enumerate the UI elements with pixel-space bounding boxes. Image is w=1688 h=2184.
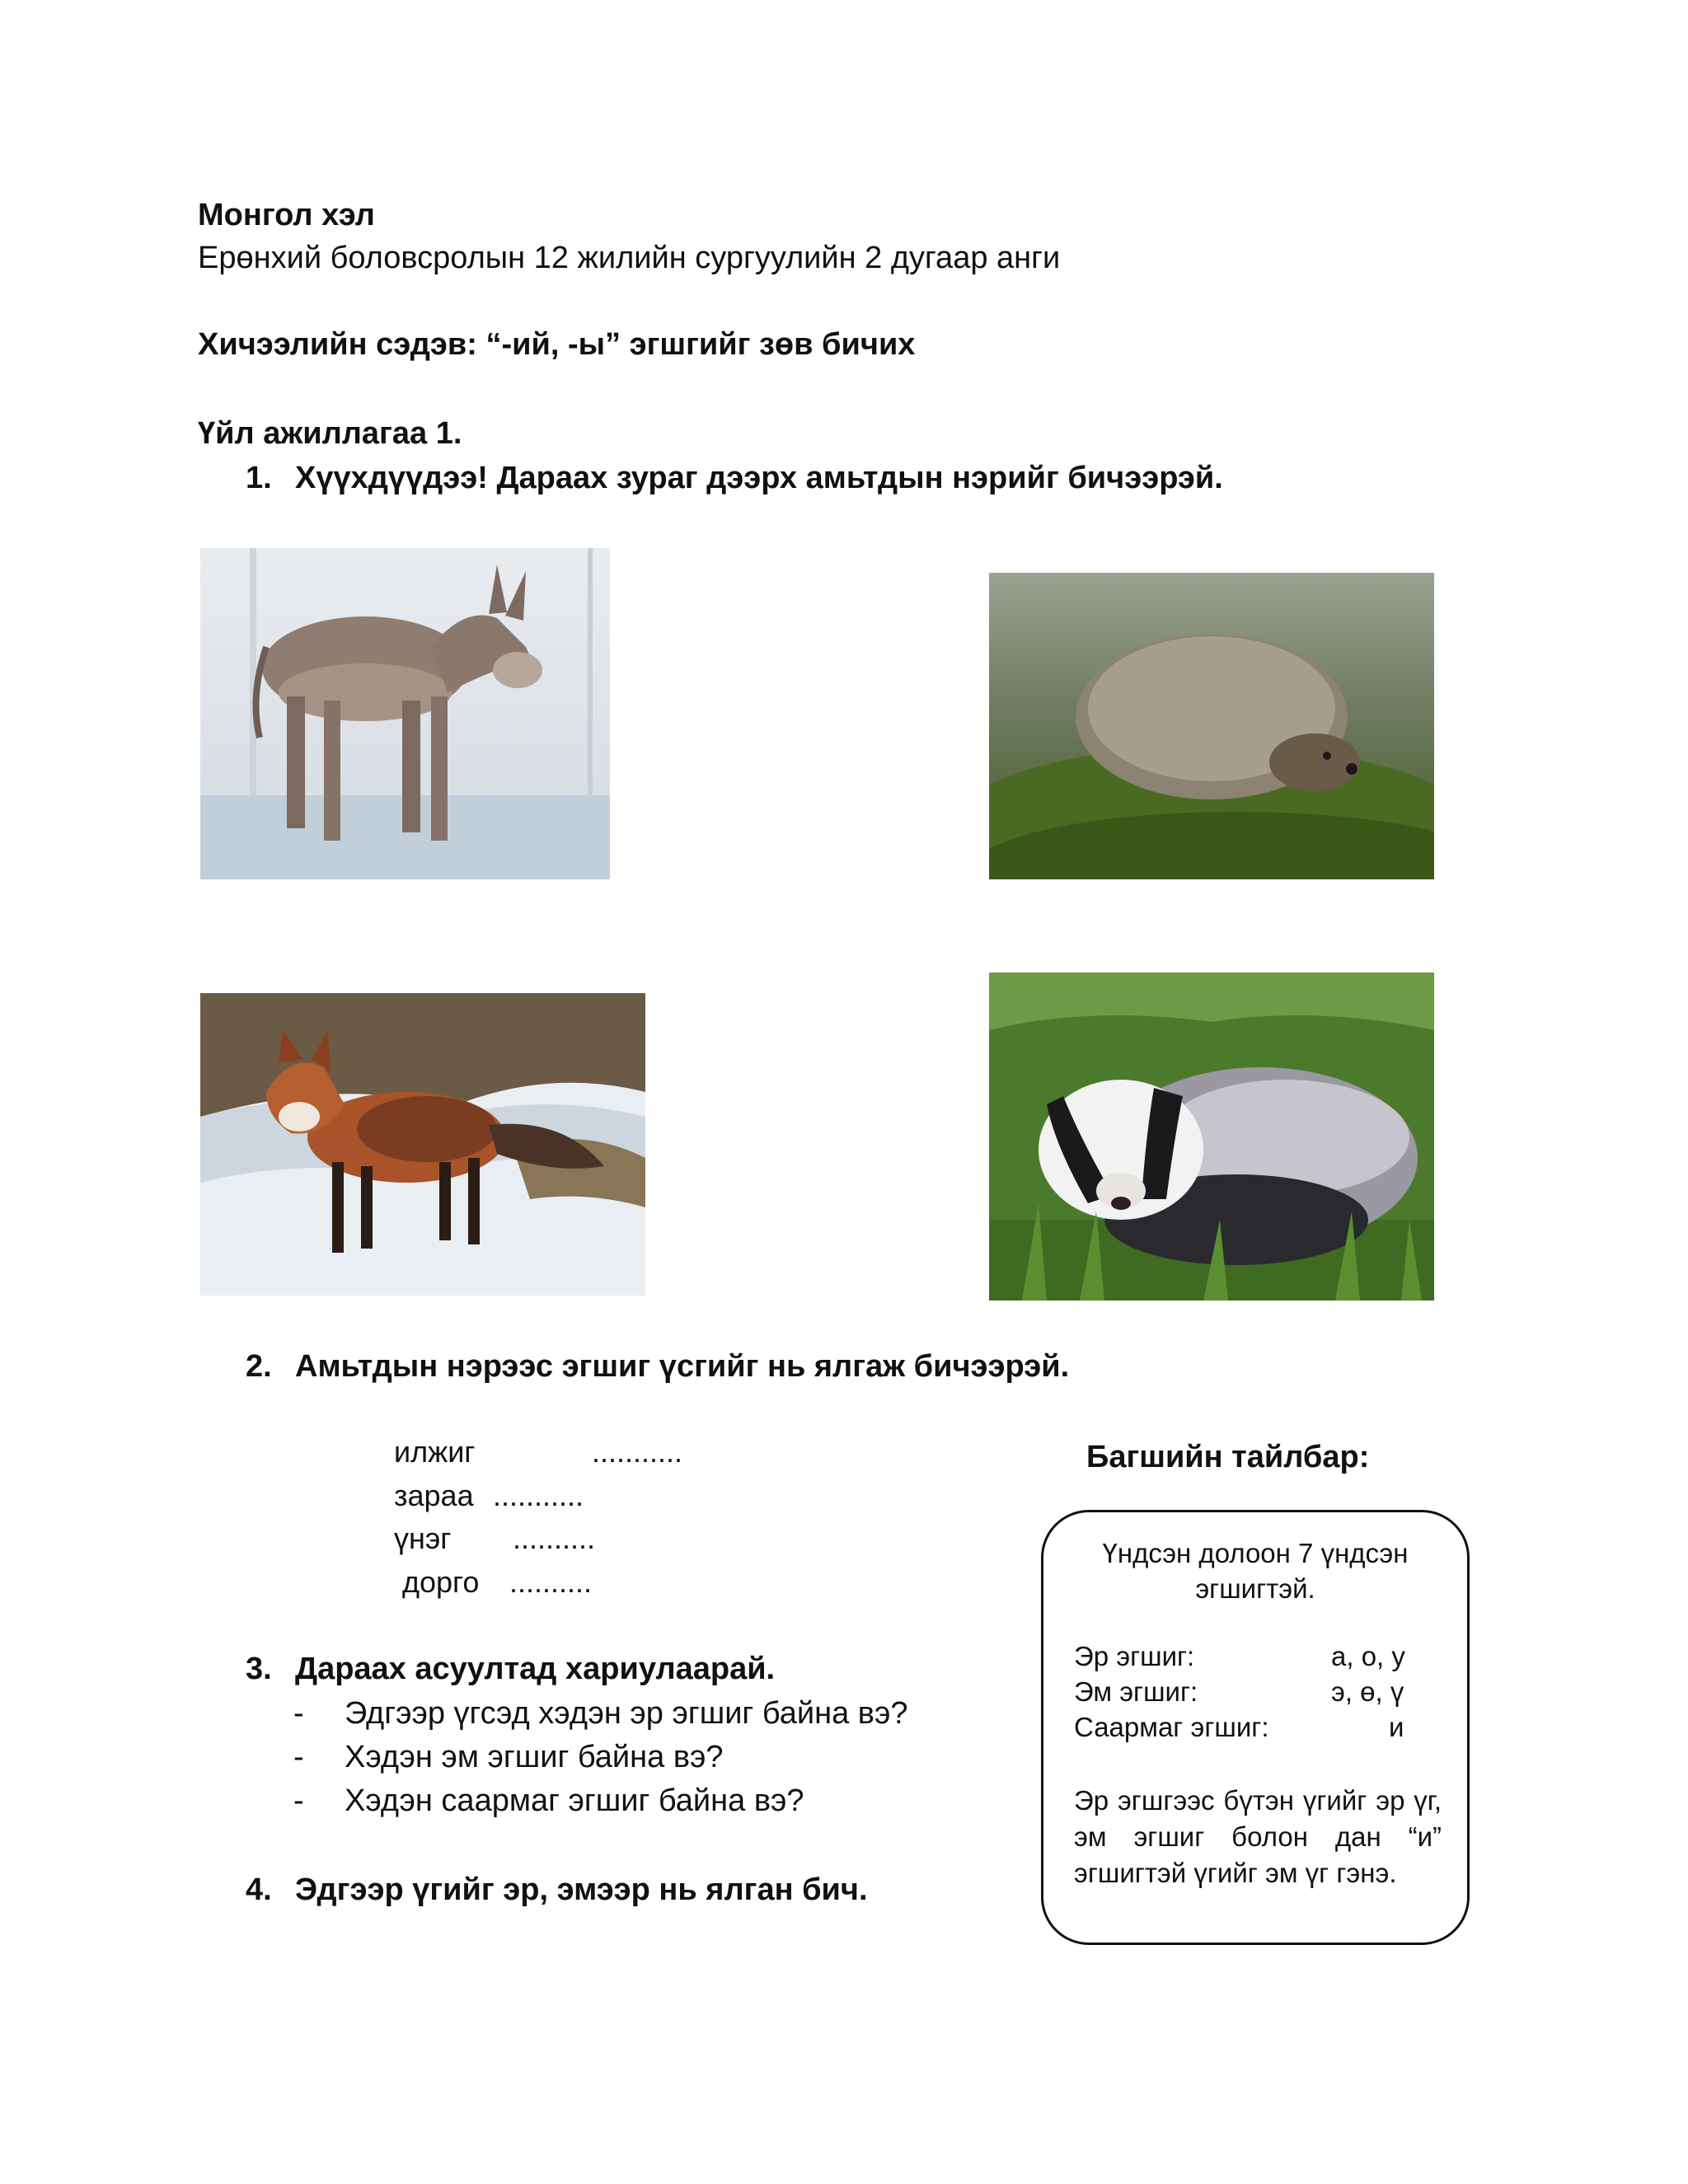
task-4-number: 4. — [246, 1872, 272, 1907]
word-dorgo: дорго — [402, 1565, 480, 1599]
note-label-em: Эм эгшиг: — [1074, 1676, 1198, 1707]
note-rule: Эр эгшгээс бүтэн үгийг эр үг, эм эгшиг болон дан “и” эгшигтэй үгийг эм үг гэнэ. — [1074, 1785, 1442, 1888]
donkey-photo — [200, 548, 610, 879]
question-1: Эдгээр үгсэд хэдэн эр эгшиг байна вэ? — [345, 1696, 908, 1731]
word-blank[interactable]: ........... — [592, 1435, 683, 1469]
question-2: Хэдэн эм эгшиг байна вэ? — [345, 1740, 724, 1774]
word-ilzhig: илжиг — [394, 1435, 476, 1469]
word-blank[interactable]: .......... — [513, 1521, 596, 1555]
hedgehog-photo — [989, 573, 1434, 879]
question-3: Хэдэн саармаг эгшиг байна вэ? — [345, 1783, 804, 1818]
badger-photo — [989, 972, 1434, 1301]
word-zaraa: зараа — [394, 1479, 474, 1512]
teacher-note-title: Багшийн тайлбар: — [1086, 1440, 1370, 1474]
note-value-er: а, о, у — [1331, 1641, 1405, 1671]
task-2-number: 2. — [246, 1349, 272, 1384]
bullet-dash: - — [293, 1696, 304, 1731]
task-3-number: 3. — [246, 1652, 272, 1686]
note-value-saarmag: и — [1389, 1712, 1404, 1742]
task-3-text: Дараах асуултад хариулаарай. — [295, 1652, 776, 1686]
task-1-number: 1. — [246, 461, 272, 495]
task-1-text: Хүүхдүүдээ! Дараах зураг дээрх амьтдын нэрийг бичээрэй. — [295, 461, 1223, 495]
subject-title: Монгол хэл — [198, 198, 375, 232]
word-blank[interactable]: .......... — [509, 1565, 593, 1599]
task-2-text: Амьтдын нэрээс эгшиг үсгийг нь ялгаж бичээрэй. — [295, 1349, 1070, 1384]
grade-line: Ерөнхий боловсролын 12 жилийн сургуулийн 2 дугаар анги — [198, 241, 1061, 275]
fox-photo — [200, 993, 645, 1296]
word-blank[interactable]: ........... — [493, 1479, 584, 1512]
lesson-topic: Хичээлийн сэдэв: “-ий, -ы” эгшгийг зөв бичих — [198, 327, 916, 362]
word-uneg: үнэг — [394, 1521, 452, 1555]
note-value-em: э, ө, ү — [1331, 1676, 1404, 1707]
note-intro-line-1: Үндсэн долоон 7 үндсэн — [1102, 1538, 1409, 1568]
note-label-er: Эр эгшиг: — [1074, 1641, 1195, 1671]
task-4-text: Эдгээр үгийг эр, эмээр нь ялган бич. — [295, 1872, 868, 1907]
note-intro-line-2: эгшигтэй. — [1195, 1573, 1315, 1604]
bullet-dash: - — [293, 1783, 304, 1818]
bullet-dash: - — [293, 1740, 304, 1774]
note-label-saarmag: Саармаг эгшиг: — [1074, 1712, 1269, 1742]
activity-title: Үйл ажиллагаа 1. — [198, 416, 462, 451]
